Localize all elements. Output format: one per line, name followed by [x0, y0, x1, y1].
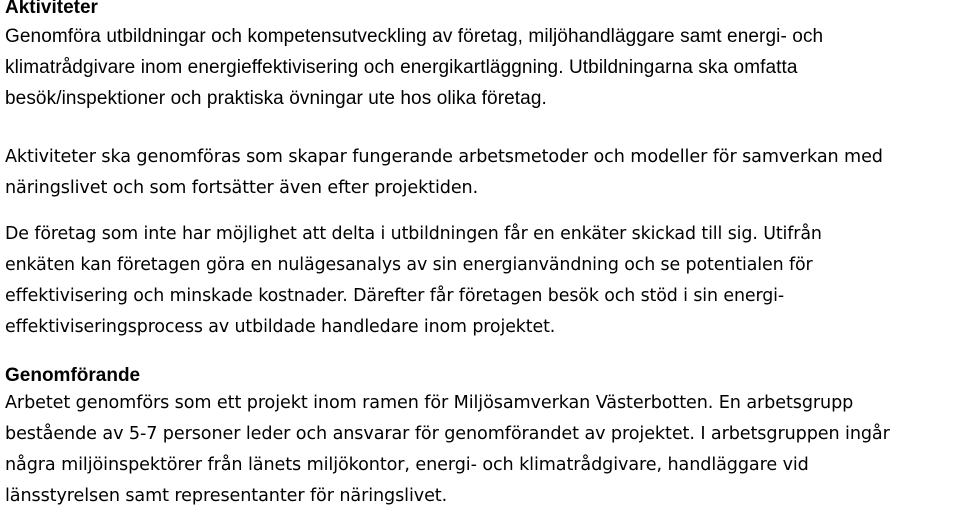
heading-activities: Aktiviteter	[5, 0, 98, 18]
paragraph-line: Arbetet genomförs som ett projekt inom ramen för Miljösamverkan Västerbotten. En arbetsgrupp	[5, 393, 854, 413]
paragraph-line: länsstyrelsen samt representanter för näringslivet.	[5, 486, 448, 506]
paragraph-line: besök/inspektioner och praktiska övningar ute hos olika företag.	[5, 88, 547, 109]
paragraph-line: effektiviseringsprocess av utbildade handledare inom projektet.	[5, 317, 556, 337]
paragraph-implementation	[5, 388, 890, 512]
paragraph-methods	[5, 142, 883, 204]
paragraph-line: några miljöinspektörer från länets miljökontor, energi- och klimatrådgivare, handläggare vid	[5, 455, 809, 475]
heading-implementation: Genomförande	[5, 365, 141, 386]
paragraph-line: effektivisering och minskade kostnader. Därefter får företagen besök och stöd i sin energi-	[5, 286, 785, 306]
paragraph-line: Aktiviteter ska genomföras som skapar fungerande arbetsmetoder och modeller för samverkan med	[5, 147, 883, 167]
paragraph-line: enkäten kan företagen göra en nulägesanalys av sin energianvändning och se potentialen för	[5, 255, 813, 275]
paragraph-line: Genomföra utbildningar och kompetensutveckling av företag, miljöhandläggare samt energi- och	[5, 26, 824, 47]
paragraph-line: bestående av 5-7 personer leder och ansvarar för genomförandet av projektet. I arbetsgruppen ingår	[5, 424, 890, 444]
paragraph-line: näringslivet och som fortsätter även efter projektiden.	[5, 178, 479, 198]
paragraph-intro	[5, 21, 823, 114]
paragraph-survey	[5, 219, 822, 343]
paragraph-line: klimatrådgivare inom energieffektivisering och energikartläggning. Utbildningarna ska omfatta	[5, 57, 798, 78]
paragraph-line: De företag som inte har möjlighet att delta i utbildningen får en enkäter skickad till sig. Utifrån	[5, 224, 822, 244]
